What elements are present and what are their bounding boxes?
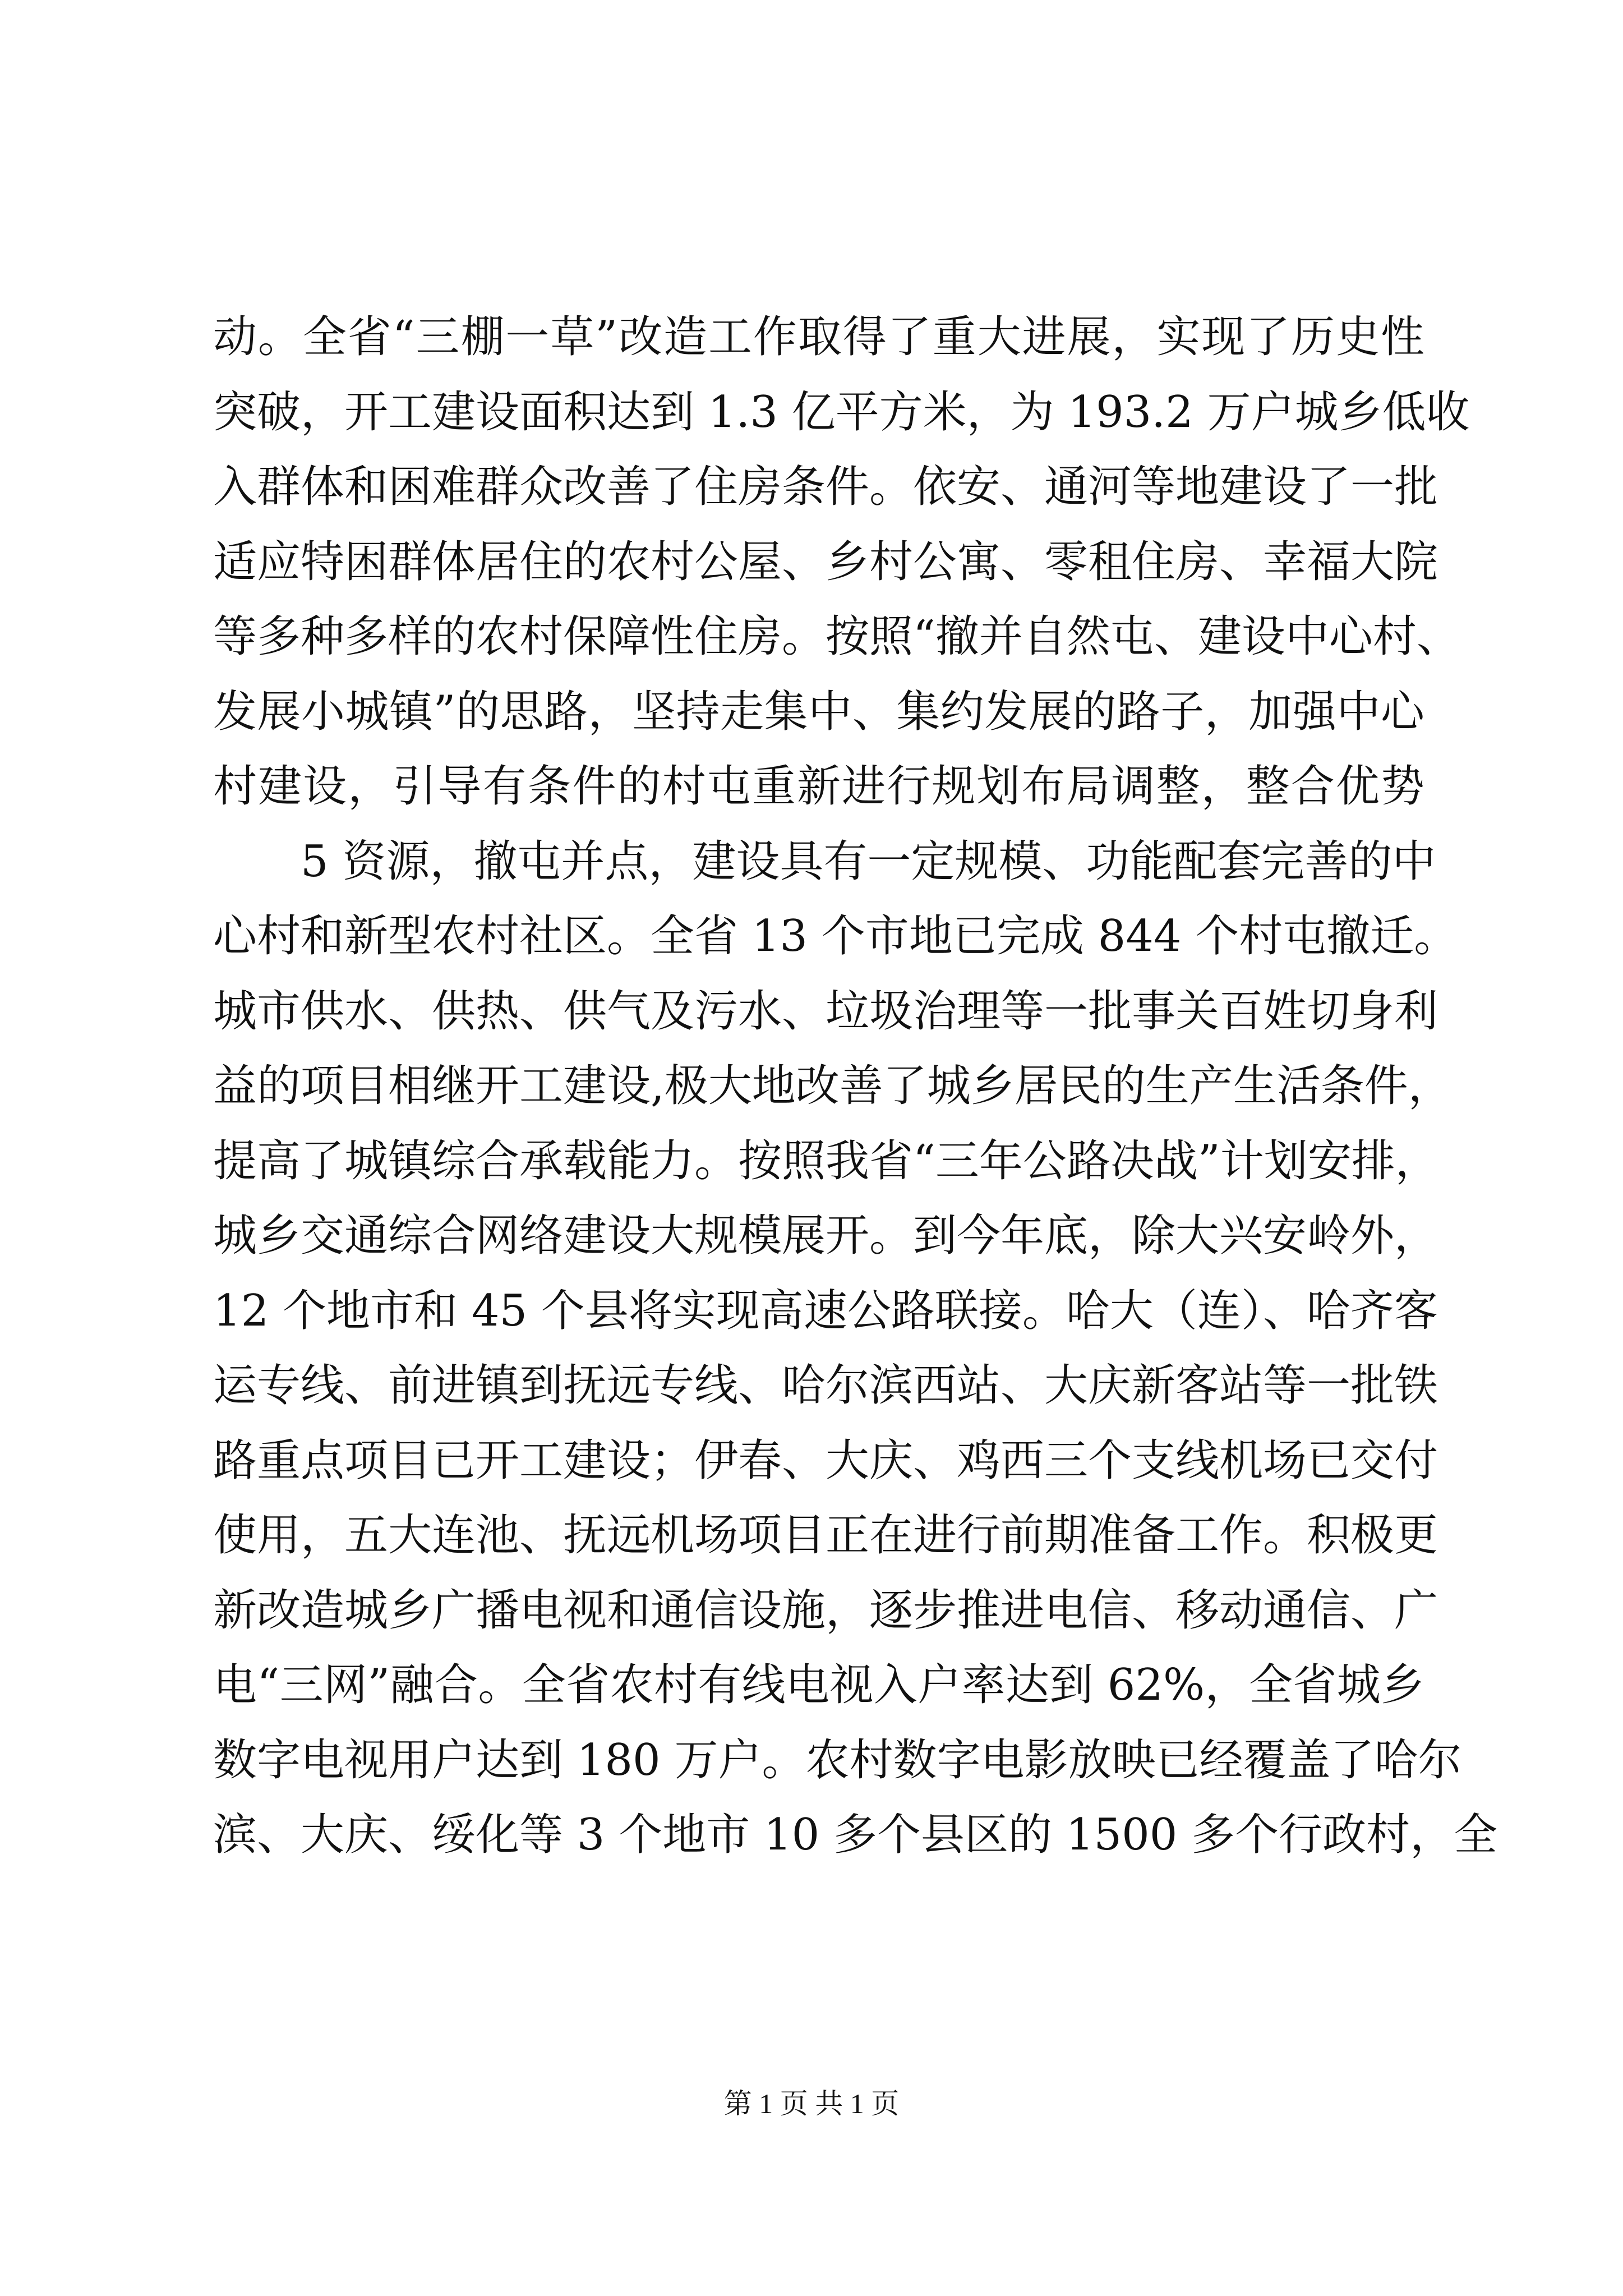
text-line: 城乡交通综合网络建设大规模展开。到今年底，除大兴安岭外， [213,1211,1438,1261]
text-line: 心村和新型农村社区。全省 13 个市地已完成 844 个村屯撤迁。 [213,911,1458,961]
text-line: 村建设，引导有条件的村屯重新进行规划布局调整，整合优势 [213,761,1424,812]
text-line: 运专线、前进镇到抚远专线、哈尔滨西站、大庆新客站等一批铁 [213,1360,1438,1411]
text-line: 发展小城镇”的思路，坚持走集中、集约发展的路子，加强中心 [213,686,1424,737]
text-line: 使用，五大连池、抚远机场项目正在进行前期准备工作。积极更 [213,1510,1438,1561]
text-line: 12 个地市和 45 个县将实现高速公路联接。哈大（连）、哈齐客 [213,1285,1438,1336]
text-line-indented: 5 资源，撤屯并点，建设具有一定规模、功能配套完善的中 [301,836,1436,887]
text-line: 新改造城乡广播电视和通信设施，逐步推进电信、移动通信、广 [213,1585,1438,1636]
text-line: 等多种多样的农村保障性住房。按照“撤并自然屯、建设中心村、 [213,611,1460,662]
page-number-label: 第 1 页 共 1 页 [723,2088,900,2119]
text-line: 电“三网”融合。全省农村有线电视入户率达到 62%，全省城乡 [213,1660,1424,1710]
text-line: 提高了城镇综合承载能力。按照我省“三年公路决战”计划安排， [213,1135,1439,1186]
text-line: 益的项目相继开工建设,极大地改善了城乡居民的生产生活条件， [213,1061,1452,1111]
text-line: 滨、大庆、绥化等 3 个地市 10 多个县区的 1500 多个行政村，全 [213,1810,1498,1860]
text-line: 入群体和困难群众改善了住房条件。依安、通河等地建设了一批 [213,462,1438,512]
text-line: 数字电视用户达到 180 万户。农村数字电影放映已经覆盖了哈尔 [213,1734,1462,1786]
text-line: 突破，开工建设面积达到 1.3 亿平方米，为 193.2 万户城乡低收 [213,386,1470,438]
page-footer [0,2087,1623,2120]
body-text [213,300,1498,1873]
text-line: 动。全省“三棚一草”改造工作取得了重大进展，实现了历史性 [213,312,1424,362]
text-line: 城市供水、供热、供气及污水、垃圾治理等一批事关百姓切身利 [213,986,1438,1037]
text-line: 路重点项目已开工建设；伊春、大庆、鸡西三个支线机场已交付 [213,1435,1438,1486]
text-line: 适应特困群体居住的农村公屋、乡村公寓、零租住房、幸福大院 [213,536,1438,587]
